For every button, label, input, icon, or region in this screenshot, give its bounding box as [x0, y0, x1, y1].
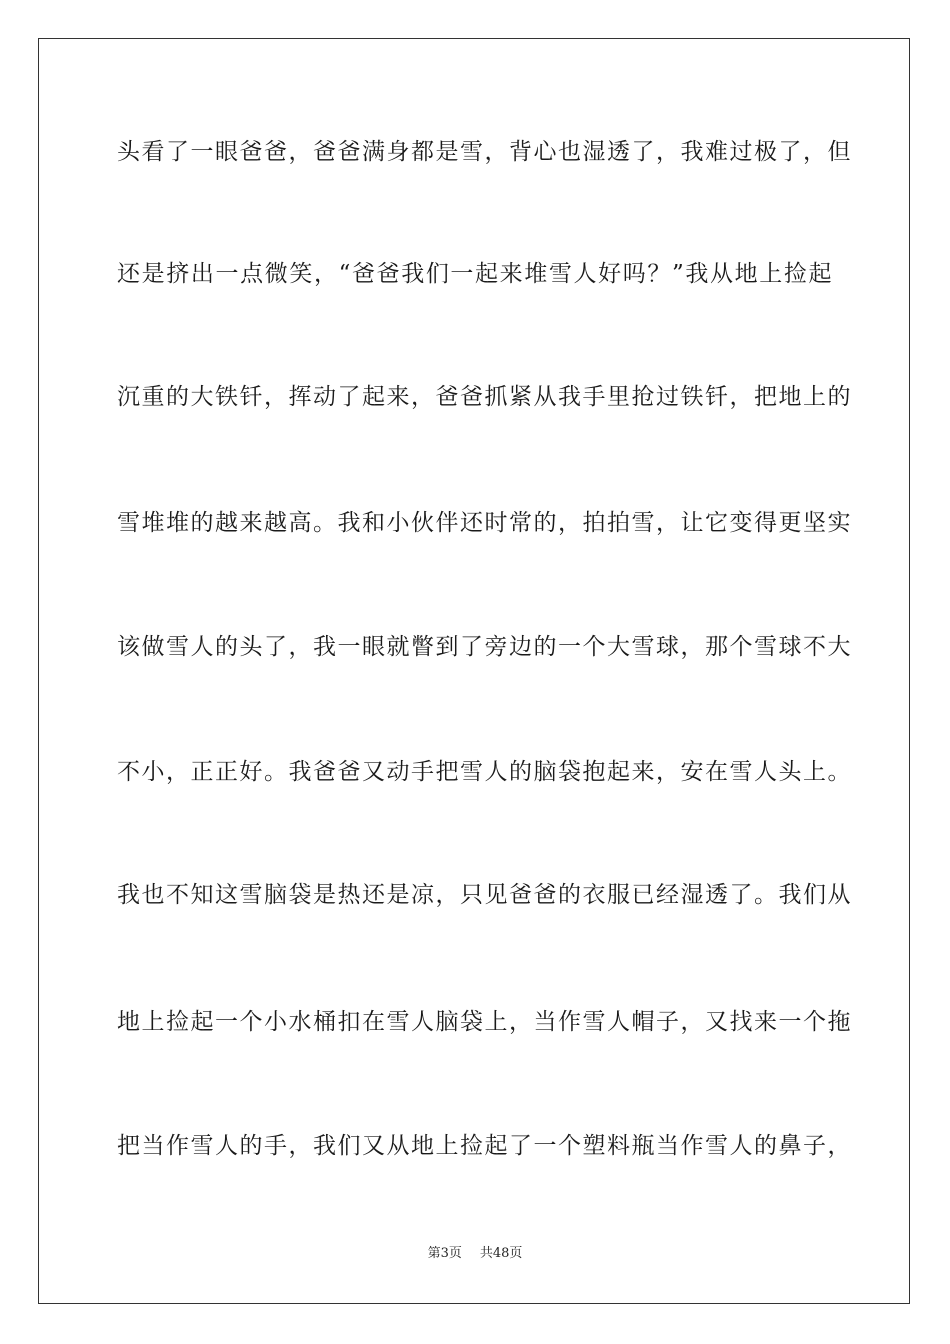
page-footer — [0, 1245, 950, 1263]
page-number: 第3页 — [427, 1246, 462, 1261]
text-line-5: 该做雪人的头了，我一眼就瞥到了旁边的一个大雪球，那个雪球不大 — [117, 634, 852, 660]
text-line-3: 沉重的大铁钎，挥动了起来，爸爸抓紧从我手里抢过铁钎，把地上的 — [117, 384, 852, 410]
page-border — [38, 38, 910, 1304]
page-total: 共48页 — [479, 1246, 523, 1261]
text-line-8: 地上捡起一个小水桶扣在雪人脑袋上，当作雪人帽子，又找来一个拖 — [117, 1009, 852, 1035]
text-line-4: 雪堆堆的越来越高。我和小伙伴还时常的，拍拍雪，让它变得更坚实 — [117, 510, 852, 536]
text-line-7: 我也不知这雪脑袋是热还是凉，只见爸爸的衣服已经湿透了。我们从 — [117, 882, 852, 908]
text-line-2: 还是挤出一点微笑，“爸爸我们一起来堆雪人好吗？”我从地上捡起 — [117, 261, 833, 287]
text-line-6: 不小，正正好。我爸爸又动手把雪人的脑袋抱起来，安在雪人头上。 — [117, 759, 852, 785]
text-line-1: 头看了一眼爸爸，爸爸满身都是雪，背心也湿透了，我难过极了，但 — [117, 139, 852, 165]
text-line-9: 把当作雪人的手，我们又从地上捡起了一个塑料瓶当作雪人的鼻子， — [117, 1133, 852, 1159]
